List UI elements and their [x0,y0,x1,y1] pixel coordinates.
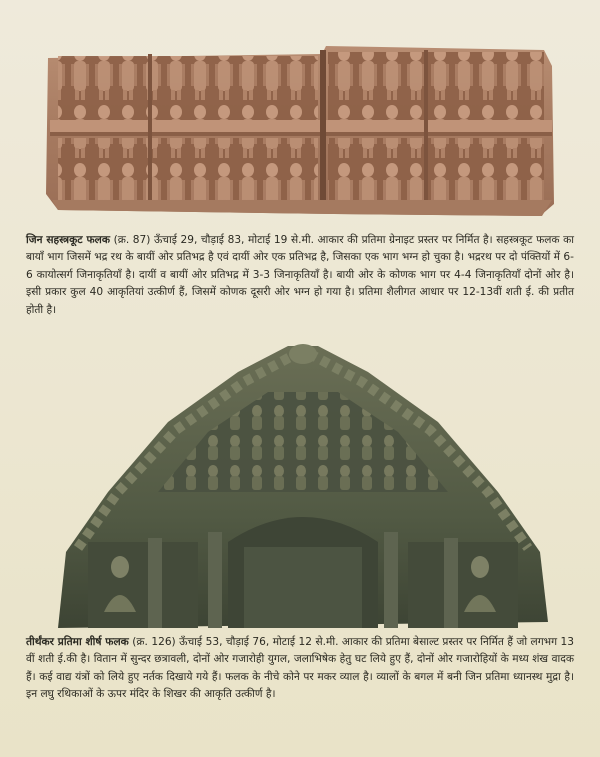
sahastrakuta-panel-image [44,44,556,222]
sahastrakuta-caption [26,232,574,319]
sahastrakuta-panel-photo [44,44,556,222]
tirthankara-caption-title: तीर्थंकर प्रतिमा शीर्ष फलक [26,636,129,648]
sahastrakuta-caption-title: जिन सहस्त्रकूट फलक [26,234,110,246]
sahastrakuta-caption-text: (क्र. 87) ऊँचाई 29, चौड़ाई 83, मोटाई 19 से.मी. आकार की प्रतिमा ग्रेनाइट प्रस्तर पर निर्मित है। सहस्त्रकूट फलक का बायाँ भाग जिसमें भद्र रथ के बायीं ओर प्रतिभद्र है एवं दायीं ओर एक प्रतिभद्र है, जिसका एक भाग भग्न हो चुका है। भद्ररथ पर दो पंक्तियों में 6-6 कायोत्सर्ग जिनाकृतियाँ है। दायीं व बायीं ओर प्रतिभद्र में 3-3 जिनाकृतियाँ है। बायी ओर के कोणक भाग पर 4-4 जिनाकृतियाँ दोनों ओर है। इसी प्रकार कुल 40 आकृतियां उत्कीर्ण हैं, जिसमें कोणक दूसरी ओर भग्न हो गया है। प्रतिमा शैलीगत आधार पर 12-13वीं शती ई. की प्रतीत होती है। [26,234,575,316]
tirthankara-caption-text: (क्र. 126) ऊँचाई 53, चौड़ाई 76, मोटाई 12 से.मी. आकार की प्रतिमा बेसाल्ट प्रस्तर पर निर्मित हैं जो लगभग 13 वीं शती ई.की है। वितान में सुन्दर छत्रावली, दोनों ओर गजारोही युगल, जलाभिषेक हेतु घट लिये हुए हैं, दोनों ओर गजारोहियों के मध्य शंख वादक हैं। कई वाद्य यंत्रों को लिये हुए नर्तक दिखाये गये हैं। फलक के नीचे कोने पर मकर व्याल है। व्यालों के बगल में बनी जिन प्रतिमा ध्यानस्थ मुद्रा है। इन लघु रथिकाओं के ऊपर मंदिर के शिखर की आकृति उत्कीर्ण है। [26,636,575,701]
tirthankara-pediment-image [48,342,558,632]
tirthankara-caption [26,634,574,704]
tirthankara-pediment-photo [48,342,558,632]
